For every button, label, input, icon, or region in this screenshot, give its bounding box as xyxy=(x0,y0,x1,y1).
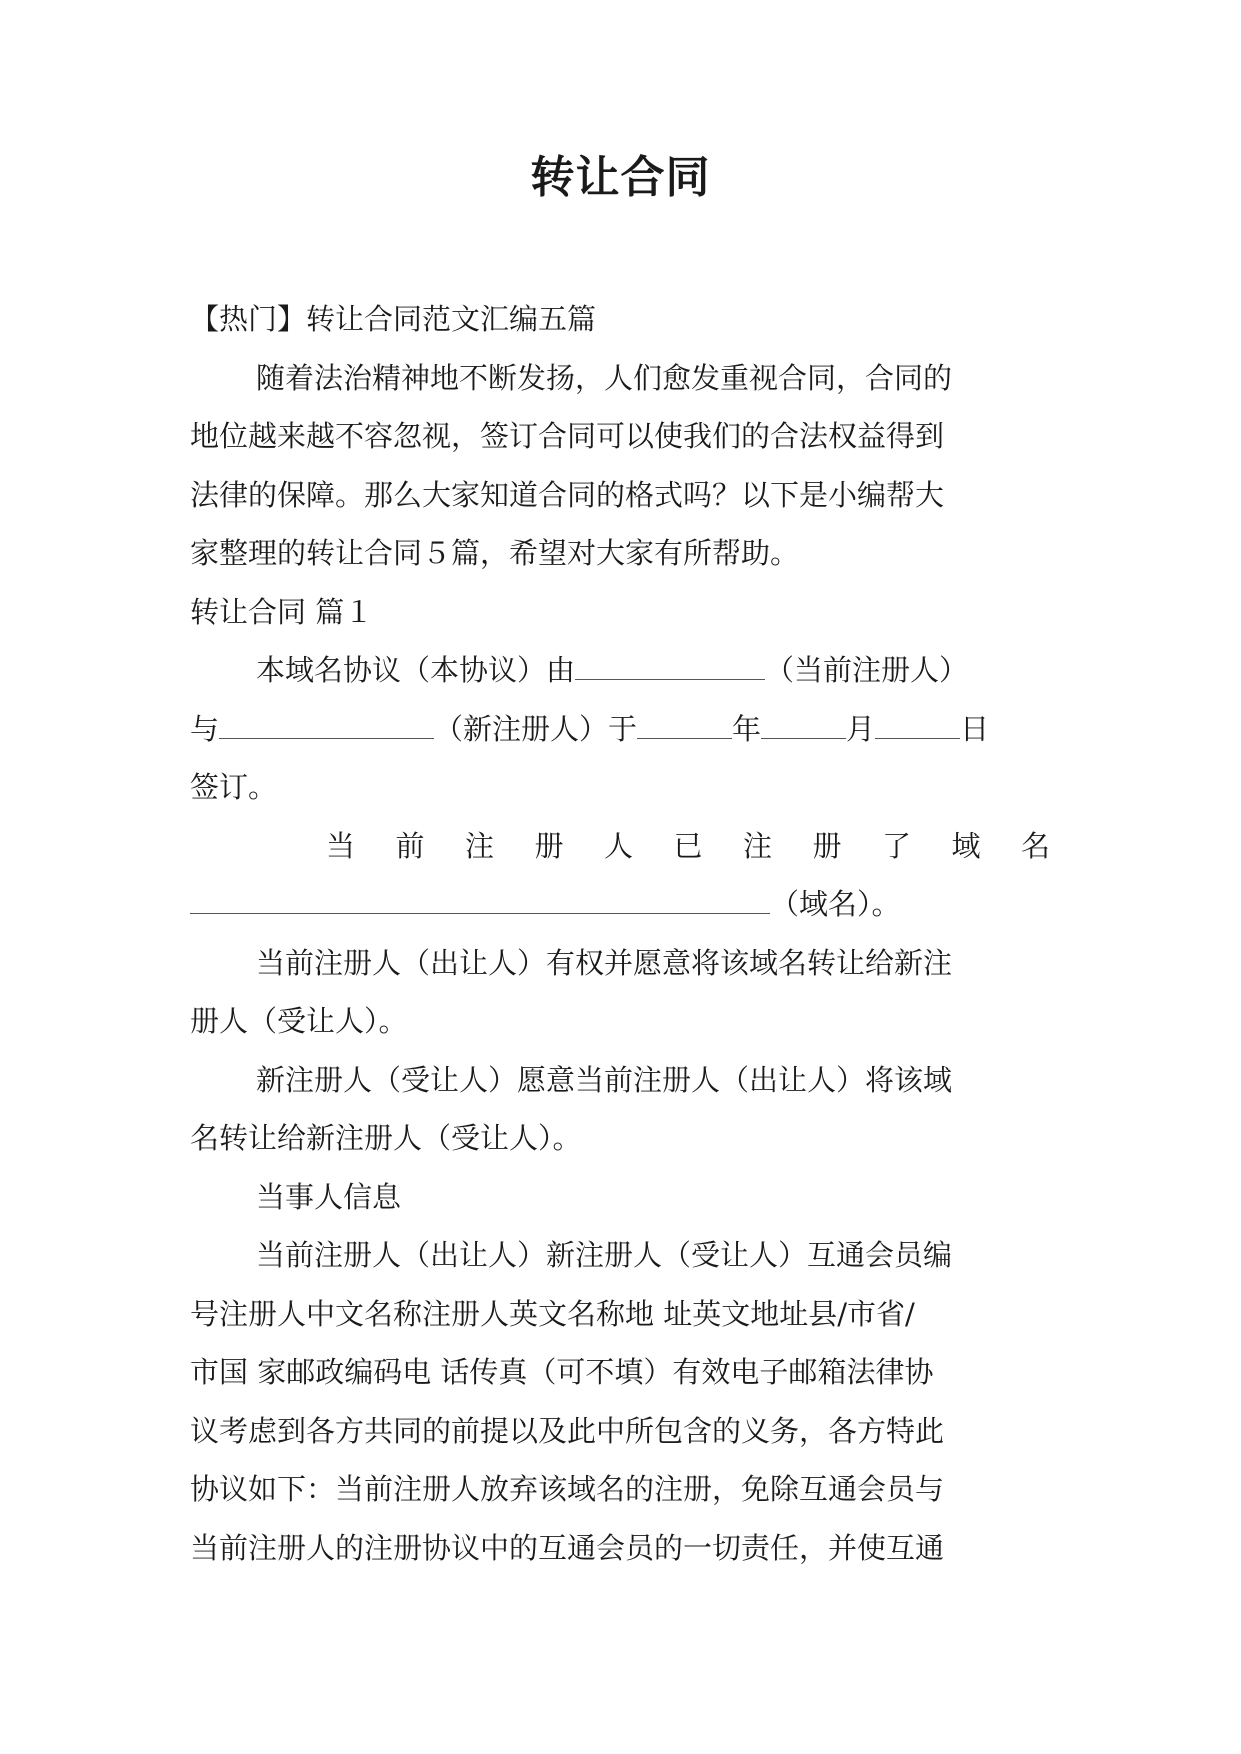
document-body xyxy=(190,290,1050,1577)
intro-line-1: 随着法治精神地不断发扬，人们愈发重视合同，合同的 xyxy=(256,360,953,395)
agreement-line2-mid: （新注册人）于 xyxy=(434,711,638,746)
agreement-line2-prefix: 与 xyxy=(190,711,220,746)
info-line-3: 市国 家邮政编码电 话传真（可不填）有效电子邮箱法律协 xyxy=(190,1355,934,1389)
agreement-line-1 xyxy=(190,641,1050,700)
current-registrant-blank xyxy=(575,645,765,680)
month-label: 月 xyxy=(846,711,876,746)
document-subtitle: 【热门】转让合同范文汇编五篇 xyxy=(190,302,597,336)
info-line-5: 协议如下：当前注册人放弃该域名的注册，免除互通会员与 xyxy=(190,1472,945,1506)
document-title: 转让合同 xyxy=(530,152,711,203)
agreement-line1-suffix: （当前注册人） xyxy=(765,653,969,687)
section-heading: 转让合同 篇１ xyxy=(190,594,374,629)
intro-line-4: 家整理的转让合同５篇，希望对大家有所帮助。 xyxy=(190,536,800,570)
new-registrant-blank xyxy=(219,704,434,739)
year-label: 年 xyxy=(732,711,762,746)
intro-line-2: 地位越来越不容忽视，签订合同可以使我们的合法权益得到 xyxy=(190,419,945,453)
domain-blank xyxy=(190,879,770,914)
agreement-line-2 xyxy=(190,700,1050,759)
transfer-line-1: 当前注册人（出让人）有权并愿意将该域名转让给新注 xyxy=(256,945,953,980)
accept-line-1: 新注册人（受让人）愿意当前注册人（出让人）将该域 xyxy=(256,1062,953,1097)
agreement-line-3: 签订。 xyxy=(190,770,278,804)
intro-line-3: 法律的保障。那么大家知道合同的格式吗？以下是小编帮大 xyxy=(190,477,945,512)
info-line-6: 当前注册人的注册协议中的互通会员的一切责任，并使互通 xyxy=(190,1530,945,1565)
day-blank xyxy=(875,704,960,739)
day-label: 日 xyxy=(960,711,990,746)
domain-suffix: （域名）。 xyxy=(770,887,901,921)
accept-line-2: 名转让给新注册人（受让人）。 xyxy=(190,1121,582,1155)
info-line-2: 号注册人中文名称注册人英文名称地 址英文地址县/市省/ xyxy=(190,1296,915,1331)
domain-blank-line xyxy=(190,875,1050,934)
month-blank xyxy=(761,704,846,739)
party-info-heading: 当事人信息 xyxy=(256,1179,402,1214)
year-blank xyxy=(637,704,732,739)
agreement-line1-prefix: 本域名协议（本协议）由 xyxy=(256,653,576,687)
info-line-4: 议考虑到各方共同的前提以及此中所包含的义务，各方特此 xyxy=(190,1413,945,1448)
info-line-1: 当前注册人（出让人）新注册人（受让人）互通会员编 xyxy=(256,1238,953,1272)
transfer-line-2: 册人（受让人）。 xyxy=(190,1004,408,1038)
domain-spaced-line: 当 前 注 册 人 已 注 册 了 域 名 xyxy=(326,828,1050,863)
